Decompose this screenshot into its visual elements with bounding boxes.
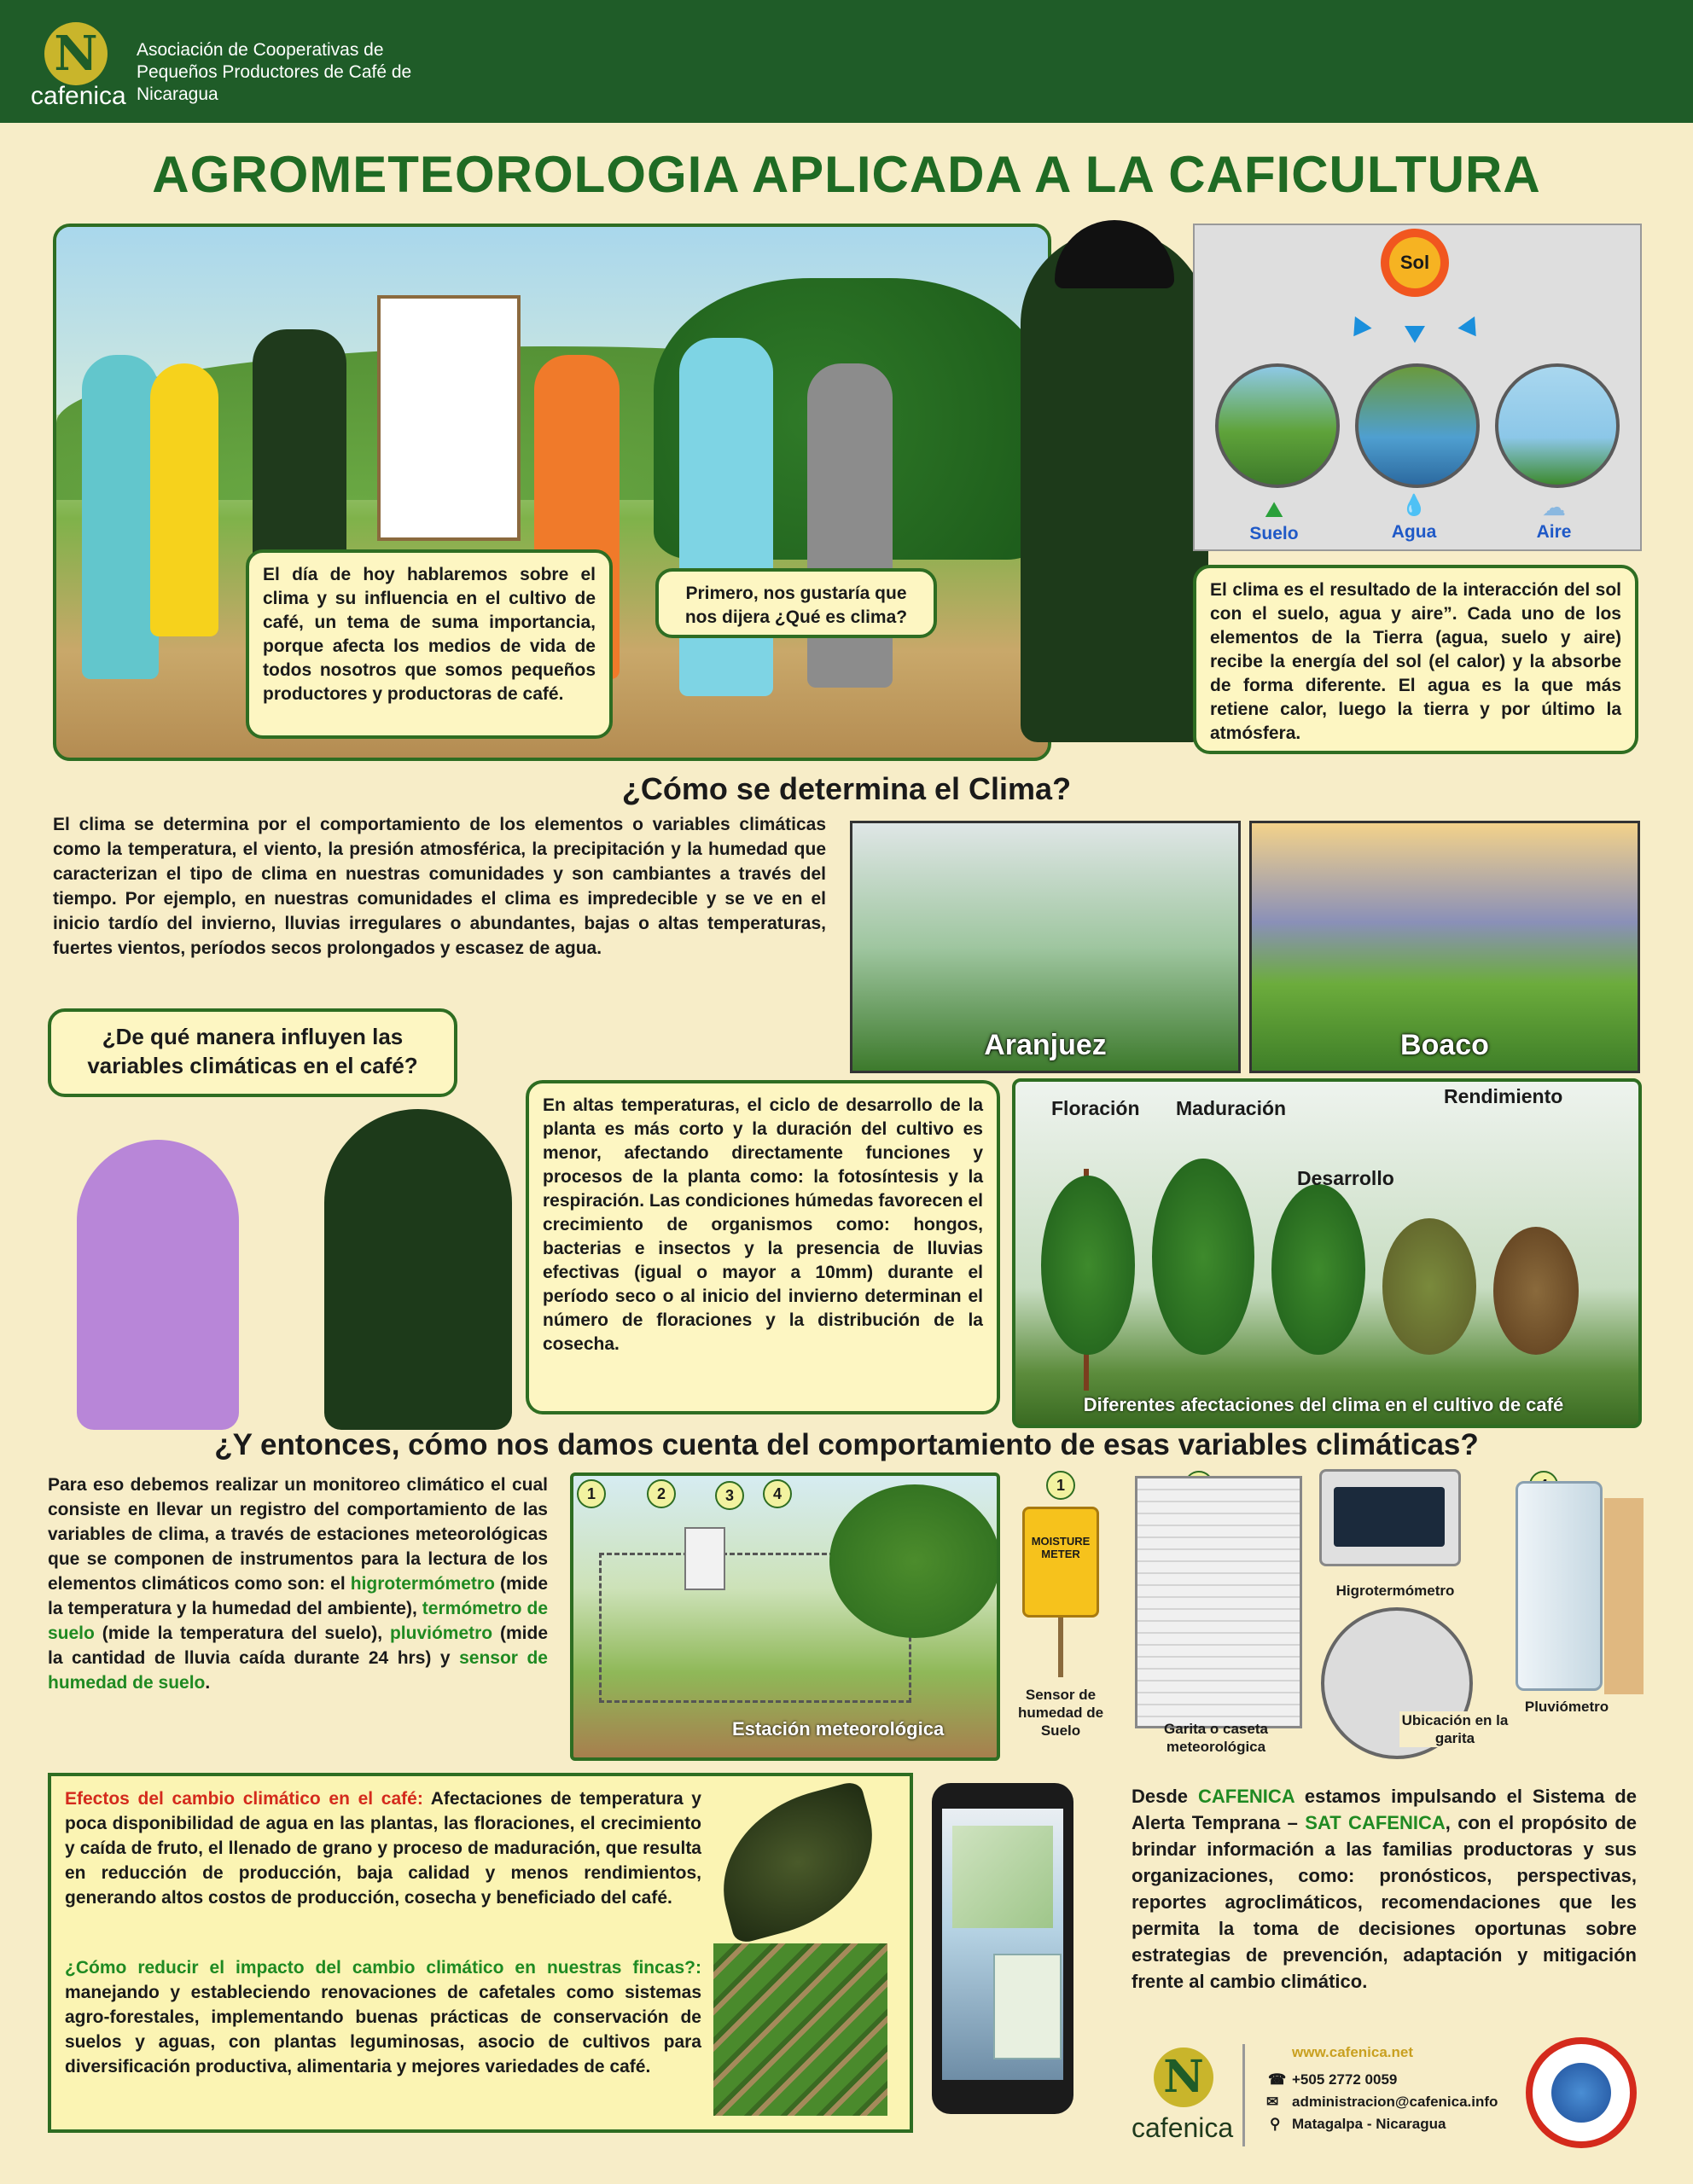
aire-circle-illustration — [1495, 363, 1620, 488]
higrotermometro-label: Higrotermómetro — [1335, 1583, 1455, 1599]
effects-body: Afectaciones de temperatura y poca disponibilidad de agua en las plantas, las floraciones, el crecimiento y caída de fruto, el llenado de grano y proceso de maduración, que resulta en reducción de producción, baja calidad y menos rendimientos, generando altos costos de producción, cosecha y beneficiado del café. — [65, 1789, 701, 1908]
stage-desarrollo-label: Desarrollo — [1297, 1167, 1394, 1189]
section-heading-monitoring: ¿Y entonces, cómo nos damos cuenta del comportamiento de esas variables climáticas? — [214, 1428, 1479, 1461]
label-aire: Aire — [1536, 522, 1572, 542]
stage-floracion-label: Floración — [1051, 1097, 1140, 1119]
sun-icon: Sol — [1389, 237, 1440, 288]
cafenica-logo-icon: N — [44, 22, 108, 85]
plant-floracion — [1041, 1176, 1135, 1355]
agua-circle-illustration — [1355, 363, 1480, 488]
monitoring-text-d: (mide la cantidad de lluvia caída durante 24 hrs) y — [48, 1623, 549, 1668]
garita-illustration — [1135, 1476, 1302, 1728]
phone-number: +505 2772 0059 — [1292, 2071, 1398, 2088]
monitoring-text-b: (mide la temperatura y la humedad del ambiente), — [48, 1574, 549, 1618]
boaco-photo — [1249, 821, 1640, 1073]
plant-rendimiento — [1382, 1218, 1476, 1355]
arrow-down-icon — [1405, 326, 1425, 343]
station-number-4: 4 — [763, 1479, 792, 1508]
person-woman-3 — [807, 363, 893, 688]
pluviometro-illustration — [1516, 1481, 1603, 1691]
monitoring-text-a: Para eso debemos realizar un monitoreo climático el cual consiste en llevar un registro del comportamiento de las variables de clima, a través de estaciones meteorológicas que se componen de instrumentos para la lectura de los elementos climáticos como son: el — [48, 1475, 548, 1594]
suelo-icon: ⛰ — [1265, 497, 1283, 522]
garita-label: Garita o caseta meteorológica — [1164, 1721, 1268, 1755]
label-suelo: Suelo — [1249, 524, 1299, 543]
wind-cloud-icon: ☁ — [1542, 494, 1566, 520]
sat-org: CAFENICA — [1198, 1786, 1294, 1807]
reduce-impact-body: manejando y estableciendo renovaciones de cafetales como sistemas agro-forestales, implementando buenas prácticas de conservación de suelos y aguas, con plantas leguminosas, asocio de cultivos para diversificación productiva, alimentaria y mejores variedades de café. — [65, 1983, 701, 2077]
effects-heading: Efectos del cambio climático en el café: — [65, 1789, 423, 1809]
aranjuez-photo — [850, 821, 1241, 1073]
association-name: Asociación de Cooperativas de Pequeños Productores de Café de Nicaragua — [137, 40, 412, 104]
person-man-blue — [679, 338, 773, 696]
coffee-caption: Diferentes afectaciones del clima en el cultivo de café — [1083, 1394, 1564, 1415]
label-agua: Agua — [1391, 522, 1437, 542]
station-number-3: 3 — [715, 1481, 744, 1510]
station-number-2: 2 — [647, 1479, 676, 1508]
sensor-probe — [1058, 1618, 1063, 1677]
sensor-label: Sensor de humedad de Suelo — [1017, 1687, 1104, 1739]
ubicacion-label: Ubicación en la garita — [1399, 1711, 1510, 1747]
website-link[interactable]: www.cafenica.net — [1292, 2044, 1414, 2060]
plant-maduracion — [1152, 1159, 1254, 1355]
phone-icon: ☎ — [1268, 2071, 1287, 2088]
sat-text — [1132, 1783, 1637, 1995]
presenter-man-illustration — [1021, 230, 1208, 742]
boaco-label: Boaco — [1400, 1029, 1489, 1061]
screen-forecast-panel — [993, 1954, 1062, 2059]
footer-cafenica-logo-icon: N — [1154, 2048, 1213, 2107]
plant-desarrollo — [1271, 1184, 1365, 1355]
reduce-impact-text — [65, 1955, 701, 2079]
term-pluviometro: pluviómetro — [389, 1623, 493, 1643]
instrument-number-1: 1 — [1046, 1471, 1075, 1500]
speech-bubble-influence-question: ¿De qué manera influyen las variables climáticas en el café? — [48, 1008, 457, 1097]
section-heading-how-determined: ¿Cómo se determina el Clima? — [621, 771, 1072, 806]
header-logo-text: cafenica — [31, 82, 126, 110]
sat-text-b: estamos impulsando el Sistema de Alerta Temprana – — [1132, 1786, 1637, 1833]
footer-divider — [1242, 2044, 1245, 2146]
email-address[interactable]: administracion@cafenica.info — [1292, 2094, 1498, 2110]
reduce-impact-heading: ¿Cómo reducir el impacto del cambio climático en nuestras fincas?: — [65, 1958, 701, 1978]
sat-text-a: Desde — [1132, 1786, 1199, 1807]
footer-logo-text: cafenica — [1132, 2112, 1234, 2143]
station-garita — [684, 1527, 725, 1590]
location-text: Matagalpa - Nicaragua — [1292, 2116, 1446, 2132]
page-title: AGROMETEOROLOGIA APLICADA A LA CAFICULTURA — [152, 146, 1541, 203]
person-woman-2 — [150, 363, 218, 636]
higrotermometro-illustration — [1319, 1469, 1461, 1566]
monitoring-text-e: . — [205, 1673, 211, 1693]
screen-map-view — [952, 1826, 1053, 1928]
seal-globe — [1551, 2063, 1611, 2123]
technician-illustration — [324, 1109, 512, 1430]
wooden-post — [1604, 1498, 1644, 1694]
speech-bubble-climate-definition: El clima es el resultado de la interacción del sol con el suelo, agua y aire”. Cada uno de los elementos de la Tierra (agua, suelo y aire) recibe la energía del sol (el calor) y la absorbe de forma diferente. El agua es la que más retiene calor, luego la tierra y por último la atmósfera. — [1193, 565, 1638, 754]
cap-illustration — [1055, 220, 1174, 288]
monitoring-text — [48, 1472, 548, 1763]
woman-purple-illustration — [77, 1140, 239, 1430]
pluviometro-label: Pluviómetro — [1524, 1699, 1609, 1715]
inter-american-foundation-seal-icon — [1526, 2037, 1637, 2148]
person-woman-1 — [82, 355, 159, 679]
monitoring-text-c: (mide la temperatura del suelo), — [94, 1623, 390, 1643]
term-higrotermometro: higrotermómetro — [350, 1574, 495, 1594]
speech-bubble-question: Primero, nos gustaría que nos dijera ¿Qué es clima? — [655, 568, 937, 638]
poster-board — [377, 295, 521, 541]
term-sensor-humedad: sensor de humedad de suelo — [48, 1648, 548, 1693]
effects-text — [65, 1786, 701, 1910]
sat-name: SAT CAFENICA — [1305, 1812, 1446, 1833]
plant-dry — [1493, 1227, 1579, 1355]
soil-moisture-sensor-illustration: MOISTURE METER — [1022, 1507, 1099, 1618]
coffee-stages-illustration — [1012, 1078, 1642, 1428]
phone-screen-map — [942, 1809, 1063, 2080]
stage-rendimiento-label: Rendimiento — [1444, 1085, 1563, 1107]
term-termometro-suelo: termómetro de suelo — [48, 1599, 548, 1643]
station-label: Estación meteorológica — [732, 1718, 945, 1740]
stage-maduracion-label: Maduración — [1176, 1097, 1287, 1119]
agroforestry-illustration — [713, 1943, 887, 2116]
aranjuez-label: Aranjuez — [984, 1029, 1107, 1061]
email-icon: ✉ — [1266, 2094, 1279, 2110]
sat-text-c: , con el propósito de brindar información a las familias productoras y sus organizaciones, como: pronósticos, perspectivas, reportes agroclimáticos, recomendaciones que les permita la toma de decisiones oportunas sobre estrategias de prevención, adaptación y mitigación frente al cambio climático. — [1132, 1812, 1637, 1992]
location-pin-icon: ⚲ — [1270, 2116, 1281, 2132]
higrotermometro-screen — [1334, 1487, 1445, 1547]
station-number-1: 1 — [577, 1479, 606, 1508]
suelo-circle-illustration — [1215, 363, 1340, 488]
water-drops-icon: 💧 — [1401, 494, 1427, 517]
speech-bubble-influence-answer: En altas temperaturas, el ciclo de desarrollo de la planta es más corto y la duración del cultivo es menor, afectando directamente funciones y procesos de la planta como: la fotosíntesis y la respiración. Las condiciones húmedas favorecen el crecimiento de organismos como: hongos, bacterias e insectos y la presencia de lluvias efectivas (igual o mayor a 10mm) durante el período seco o al inicio del invierno determinan el número de floraciones y la distribución de la cosecha. — [526, 1080, 1000, 1414]
station-tree — [829, 1484, 1000, 1638]
climate-determination-text: El clima se determina por el comportamiento de los elementos o variables climáticas como la temperatura, el viento, la presión atmosférica, la precipitación y la humedad que caracterizan el tipo de clima en nuestras comunidades y son cambiantes a través del tiempo. Por ejemplo, en nuestras comunidades el clima es impredecible y se ve en el inicio tardío del invierno, lluvias irregulares o abundantes, bajas o altas temperaturas, fuertes vientos, períodos secos prolongados y escasez de agua. — [53, 815, 826, 958]
speech-bubble-intro: El día de hoy hablaremos sobre el clima y su influencia en el cultivo de café, un tema de suma importancia, porque afecta los medios de vida de todos nosotros que somos pequeños productores y productoras de café. — [246, 549, 613, 739]
